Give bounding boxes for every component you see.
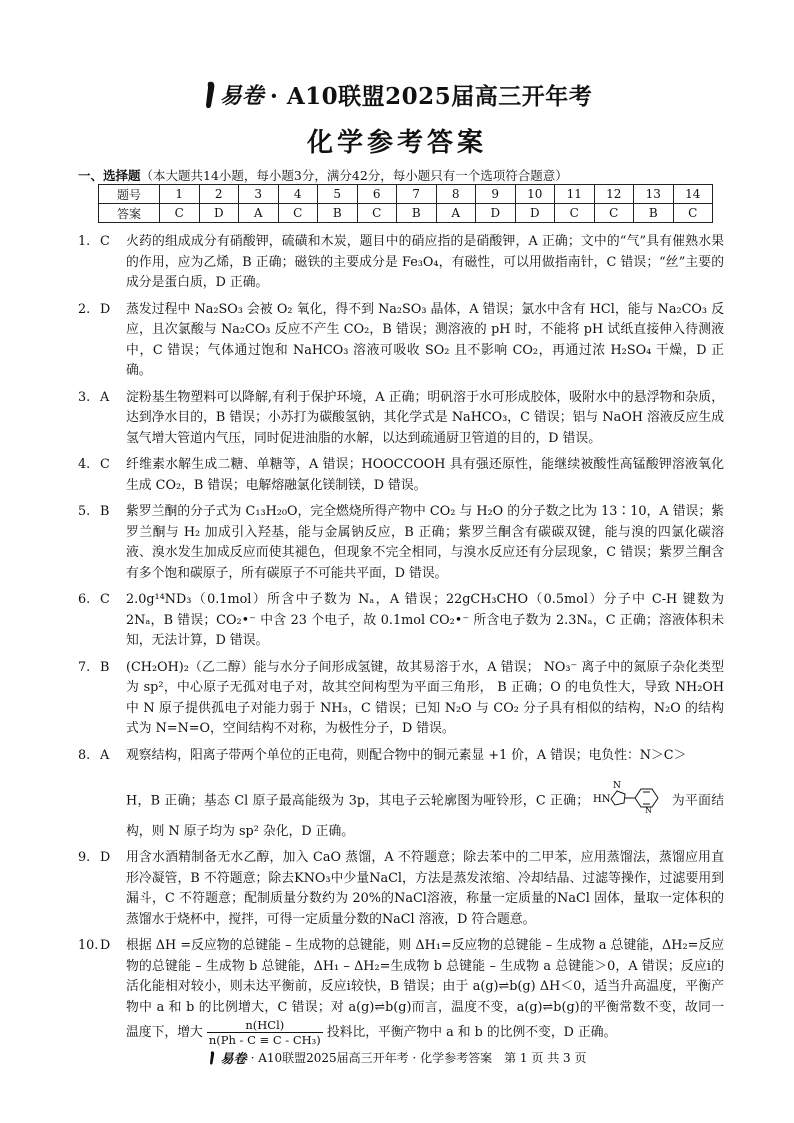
question-answer: D xyxy=(100,301,111,317)
page-footer xyxy=(0,1048,794,1067)
question-text: 投料比，平衡产物中 a 和 b 的比例不变，D 正确。 xyxy=(326,1025,617,1040)
brush-stroke-icon xyxy=(202,80,220,110)
question-text: 根据 ΔH =反应物的总键能 – 生成物的总键能，则 ΔH₁=反应物的总键能 – 生成物 a 总键能，ΔH₂=反应物的总键能 – 生成物 b 总键能，ΔH₁ – ΔH₂=生成物 b 总键能 – 生成物 a 总键能＞0，A 错误；反应i的活化能相对较小，则未达平衡前，反应i较快，B 错误；由于 a(g)⇌b(g) ΔH＜0，适当升高温度，平衡产物中 a 和 b 的比例增大，C 错误；对 a(g)⇌b(g)而言，温度不变，a(g)⇌b(g)的平衡常数不变，故同一温度下，增大 xyxy=(126,938,724,1040)
question-answer: A xyxy=(100,747,110,763)
row-label-answers: 答案 xyxy=(99,204,160,223)
question-number: 3. xyxy=(78,389,91,405)
table-cell: C xyxy=(594,204,634,223)
table-cell: 8 xyxy=(436,185,476,204)
footer-logo-text: 易卷 xyxy=(220,1052,247,1067)
question-explanation xyxy=(78,658,724,740)
table-cell: 3 xyxy=(239,185,279,204)
table-cell: D xyxy=(515,204,555,223)
question-text: 火药的组成成分有硝酸钾，硫磺和木炭，题目中的硝应指的是硝酸钾，A 正确；文中的“气”具有催熟水果的作用，应为乙烯，B 正确；磁铁的主要成分是 Fe₃O₄，有磁性，可以用做指南针，C 错误；“丝”主要的成分是蛋白质，D 正确。 xyxy=(126,234,724,290)
page-subtitle: 化学参考答案 xyxy=(306,128,487,158)
bipyridine-structure xyxy=(593,780,667,822)
table-cell: 12 xyxy=(594,185,634,204)
fraction-numerator: n(HCl) xyxy=(207,1018,323,1033)
question-answer: C xyxy=(100,234,110,249)
table-cell: C xyxy=(673,204,713,223)
brand-logo xyxy=(202,79,264,110)
structure-label: HN xyxy=(593,794,611,805)
question-explanation xyxy=(78,388,724,450)
question-answer: D xyxy=(100,850,111,865)
row-label-numbers: 题号 xyxy=(99,185,160,204)
table-cell: C xyxy=(555,204,595,223)
question-text: H，B 正确；基态 Cl 原子最高能级为 3p，其电子云轮廓图为哑铃形，C 正确； xyxy=(126,793,590,809)
svg-text:N: N xyxy=(613,781,622,791)
header xyxy=(0,78,794,114)
question-number: 8. xyxy=(78,747,91,763)
question-number: 6. xyxy=(78,592,91,607)
question-text: 蒸发过程中 Na₂SO₃ 会被 O₂ 氧化，得不到 Na₂SO₃ 晶体，A 错误；氯水中含有 HCl，能与 Na₂CO₃ 反应，且次氯酸与 Na₂CO₃ 反应不产生 CO₂，B 错误；测溶液的 pH 时，不能将 pH 试纸直接伸入待测液中，C 错误；气体通过饱和 NaHCO₃ 溶液可吸收 SO₂ 且不影响 CO₂，再通过浓 H₂SO₄ 干燥，D 正确。 xyxy=(126,301,724,378)
table-cell: 13 xyxy=(634,185,674,204)
table-cell: D xyxy=(199,204,239,223)
question-answer: A xyxy=(100,389,110,405)
table-cell: 11 xyxy=(555,185,595,204)
question-text: 纤维素水解生成二糖、单糖等，A 错误；HOOCCOOH 具有强还原性，能继续被酸性高锰酸钾溶液氧化生成 CO₂，B 错误；电解熔融氯化镁制镁，D 错误。 xyxy=(126,457,724,493)
question-explanation xyxy=(78,300,724,382)
question-text: 为平面结构，则 N 原子均为 sp² 杂化，D 正确。 xyxy=(126,793,724,839)
question-text: 紫罗兰酮的分子式为 C₁₃H₂₀O，完全燃烧所得产物中 CO₂ 与 H₂O 的分子数之比为 13∶10，A 错误；紫罗兰酮与 H₂ 加成引入羟基，能与金属钠反应，B 正确；紫罗兰酮含有碳碳双键，能与溴的四氯化碳溶液、溴水发生加成反应而使其褪色，但现象不完全相同，与溴水反应还有分层现象，C 错误；紫罗兰酮含有多个饱和碳原子，所有碳原子不可能共平面，D 错误。 xyxy=(126,504,724,581)
explanations xyxy=(78,232,724,1053)
svg-text:N: N xyxy=(645,806,653,814)
question-explanation xyxy=(78,848,724,930)
question-text: 淀粉基生物塑料可以降解,有利于保护环境，A 正确；明矾溶于水可形成胶体，吸附水中的悬浮物和杂质，达到净水目的，B 错误；小苏打为碳酸氢钠，其化学式是 NaHCO₃，C 错误；铝与 NaOH 溶液反应生成氢气增大管道内气压，同时促进油脂的水解，以达到疏通厨卫管道的目的，D 错误。 xyxy=(126,389,724,446)
fraction-denominator: n(Ph - C ≡ C - CH₃) xyxy=(208,1033,321,1047)
section-note: （本大题共14小题，每小题3分，满分42分，每小题只有一个选项符合题意） xyxy=(140,168,568,183)
question-number: 1. xyxy=(78,234,91,249)
footer-text: · A10联盟2025届高三开年考 · 化学参考答案 第 1 页 共 3 页 xyxy=(250,1051,587,1065)
title-line xyxy=(202,78,592,111)
table-cell: 4 xyxy=(278,185,318,204)
question-explanation xyxy=(78,455,724,496)
brand-logo-text: 易卷 xyxy=(219,83,264,109)
brush-stroke-icon xyxy=(208,1050,217,1066)
table-cell: 14 xyxy=(673,185,713,204)
question-number: 4. xyxy=(78,457,91,472)
table-cell: 1 xyxy=(160,185,200,204)
ratio-fraction xyxy=(207,1018,323,1047)
section-heading xyxy=(78,166,568,184)
question-text: (CH₂OH)₂（乙二醇）能与水分子间形成氢键，故其易溶于水，A 错误； NO₃⁻ 离子中的氮原子杂化类型为 sp²，中心原子无孤对电子对，故其空间构型为平面三角形， B 正确；O 的电负性大，导致 NH₂OH 中 N 原子提供孤电子对能力弱于 NH₃，C 错误；已知 N₂O 与 CO₂ 分子具有相似的结构，N₂O 的结构式为 N=N=O，空间结构不对称，为极性分子，D 错误。 xyxy=(126,659,724,736)
question-text: 用含水酒精制备无水乙醇，加入 CaO 蒸馏，A 不符题意；除去苯中的二甲苯，应用蒸馏法，蒸馏应用直形冷凝管，B 不符题意；除去KNO₃中少量NaCl，方法是蒸发浓缩、冷却结晶、过滤等操作，过滤要用到漏斗，C 不符题意；配制质量分数约为 20%的NaCl溶液，称量一定质量的NaCl 固体，量取一定体积的蒸馏水于烧杯中，搅拌，可得一定质量分数的NaCl 溶液，D 符合题意。 xyxy=(126,850,724,927)
table-cell: D xyxy=(476,204,516,223)
table-cell: B xyxy=(634,204,674,223)
question-answer: C xyxy=(100,592,110,607)
table-cell: 10 xyxy=(515,185,555,204)
page-title: · A10联盟2025届高三开年考 xyxy=(269,83,593,110)
question-answer: D xyxy=(100,938,111,953)
table-cell: B xyxy=(318,204,358,223)
section-title: 一、选择题 xyxy=(78,168,141,183)
question-number: 10. xyxy=(78,938,99,953)
table-cell: A xyxy=(239,204,279,223)
question-answer: B xyxy=(100,504,110,519)
question-number: 5. xyxy=(78,504,91,519)
table-cell: 9 xyxy=(476,185,516,204)
table-cell: C xyxy=(278,204,318,223)
table-cell: A xyxy=(436,204,476,223)
question-answer: B xyxy=(100,659,110,675)
question-text: 观察结构，阳离子带两个单位的正电荷，则配合物中的铜元素显 +1 价，A 错误；电负性：N＞C＞ xyxy=(126,747,687,763)
table-row-answers xyxy=(99,204,713,223)
question-explanation xyxy=(78,746,724,843)
question-explanation xyxy=(78,502,724,584)
question-number: 7. xyxy=(78,659,91,675)
table-cell: C xyxy=(160,204,200,223)
question-answer: C xyxy=(100,457,110,472)
question-number: 9. xyxy=(78,850,91,865)
question-text: 2.0g¹⁴ND₃（0.1mol）所含中子数为 Nₐ，A 错误；22gCH₃CHO（0.5mol）分子中 C-H 键数为 2Nₐ，B 错误；CO₂•⁻ 中含 23 个电子，故 0.1mol CO₂•⁻ 所含电子数为 2.3Nₐ，C 正确；溶液体积未知，无法计算，D 错误。 xyxy=(126,592,724,648)
question-explanation xyxy=(78,936,724,1047)
question-number: 2. xyxy=(78,301,91,317)
answer-table xyxy=(98,184,713,223)
molecule-structure-icon xyxy=(593,780,667,814)
table-cell: 7 xyxy=(397,185,437,204)
table-cell: B xyxy=(397,204,437,223)
question-explanation xyxy=(78,232,724,294)
table-cell: 2 xyxy=(199,185,239,204)
question-explanation xyxy=(78,590,724,652)
table-row-numbers xyxy=(99,185,713,204)
table-cell: C xyxy=(357,204,397,223)
table-cell: 6 xyxy=(357,185,397,204)
table-cell: 5 xyxy=(318,185,358,204)
